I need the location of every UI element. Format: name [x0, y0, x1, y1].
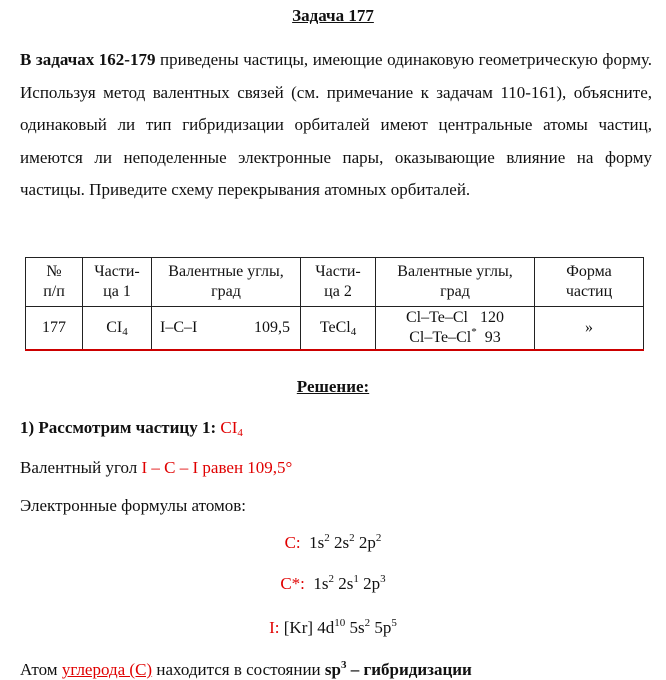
orbital-term: $2s^2$	[334, 532, 355, 552]
orbital-term: $2p^3$	[363, 573, 386, 593]
cell-particle1: $CI_4$	[83, 307, 152, 351]
task-statement	[20, 44, 652, 207]
table-header-row	[26, 258, 644, 307]
cell-num: 177	[26, 307, 83, 351]
valence-angle-line: Валентный угол I – C – I равен 109,5°	[20, 458, 293, 477]
orbital-term: $1s^2$	[313, 573, 335, 593]
orbital-term: $5p^5$	[374, 617, 397, 637]
header-shape: Форма частиц	[535, 258, 644, 307]
cell-particle2: TeCl$_4$	[301, 307, 376, 351]
formula-carbon-config	[309, 533, 381, 552]
solution-title: Решение:	[296, 377, 370, 396]
orbital-term: $2s^1$	[338, 573, 359, 593]
task-title: Задача 177	[292, 6, 374, 25]
header-angles1: Валентные углы, град	[152, 258, 301, 307]
formula-carbon: C: $1s^2$ $2s^2$ $2p^2$	[284, 532, 382, 552]
electron-formulas-label: Электронные формулы атомов:	[20, 496, 247, 515]
task-statement-text: приведены частицы, имеющие одинаковую геометрическую форму. Используя метод валентных связей (см. примечание к задачам 110-161), объясните, одинаковый ли тип гибридизации орбиталей имеют центральные атомы частиц, имеются ли неподеленные электронные пары, оказывающие влияние на форму частицы. Приведите схему перекрывания атомных орбиталей.	[20, 50, 652, 200]
header-particle2: Части- ца 2	[301, 258, 376, 307]
step1-heading: 1) Рассмотрим частицу 1: $CI_4$	[20, 418, 243, 439]
formula-iodine: I: [Kr] $4d^{10}$ $5s^2$ $5p^5$	[269, 617, 397, 637]
table-row	[26, 307, 644, 351]
task-statement-lead: В задачах 162-179	[20, 50, 156, 69]
header-angles2: Валентные углы, град	[376, 258, 535, 307]
orbital-term: $1s^2$	[309, 532, 330, 552]
header-num: № п/п	[26, 258, 83, 307]
hybridization-line: Атом углерода (С) находится в состоянии $sp^3$ – гибридизации	[20, 659, 472, 679]
header-particle1: Части- ца 1	[83, 258, 152, 307]
formula-carbon-excited: C*: $1s^2$ $2s^1$ $2p^3$	[280, 573, 386, 593]
orbital-term: $5s^2$	[349, 617, 371, 637]
orbital-term: $2p^2$	[358, 532, 382, 552]
orbital-term: $4d^{10}$	[317, 617, 346, 637]
cell-angles2: Cl–Te–Cl 120 Cl–Te–Cl* 93	[376, 307, 535, 351]
cell-angles1: I–C–I 109,5	[152, 307, 301, 351]
formula-carbon-excited-config	[313, 574, 385, 593]
cell-shape: »	[535, 307, 644, 351]
task-table	[25, 257, 644, 351]
formula-iodine-config	[317, 618, 397, 637]
